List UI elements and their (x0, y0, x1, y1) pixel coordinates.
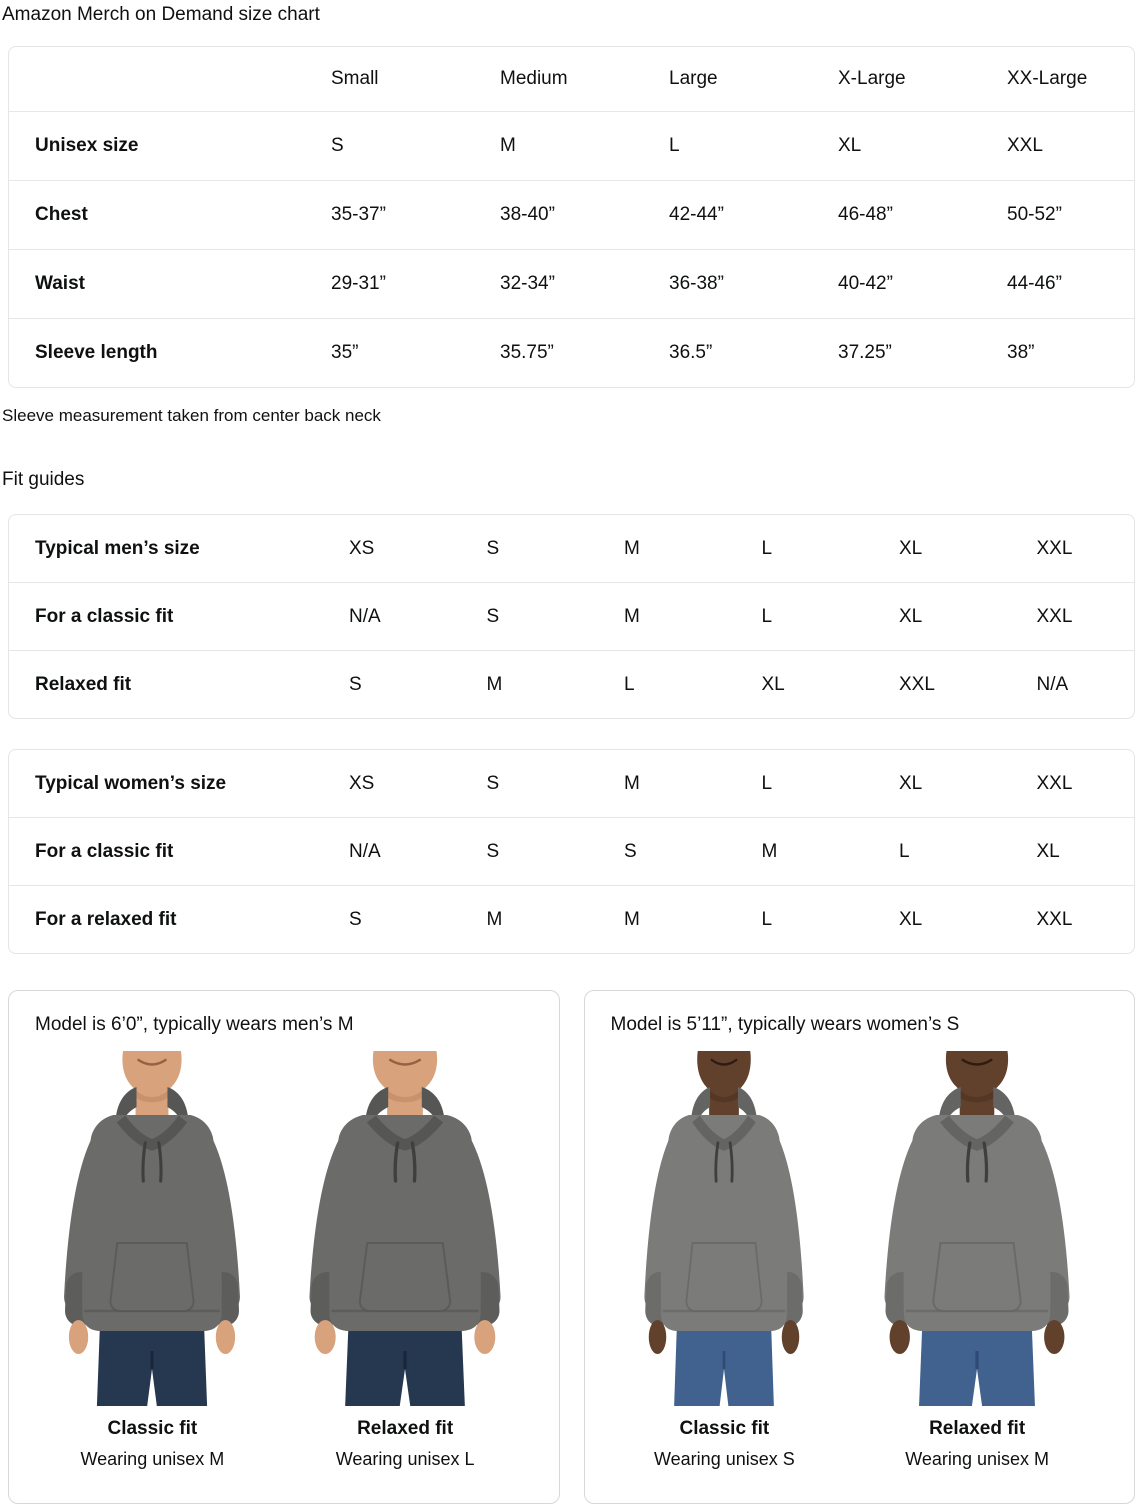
row-label: Waist (35, 273, 85, 294)
table-cell: L (761, 537, 773, 559)
table-cell: 38-40” (500, 204, 555, 225)
page-title: Amazon Merch on Demand size chart (2, 4, 320, 25)
size-chart-table (8, 46, 1135, 388)
wearing-caption: Wearing unisex M (80, 1449, 225, 1469)
table-cell: XXL (1036, 605, 1073, 627)
womens-model-card (584, 990, 1136, 1504)
table-cell: L (761, 908, 773, 930)
hoodie-figure-illustration (279, 1051, 531, 1406)
wearing-caption: Wearing unisex M (905, 1449, 1049, 1469)
row-label: Sleeve length (35, 342, 158, 363)
table-row-womens-relaxed-fit (9, 885, 1134, 953)
table-cell: N/A (349, 840, 381, 862)
table-cell: 35-37” (331, 204, 386, 225)
table-cell: L (761, 772, 773, 794)
fit-guides-title: Fit guides (2, 469, 85, 490)
table-cell: XS (349, 772, 375, 794)
table-cell: L (624, 673, 635, 695)
table-cell: 46-48” (838, 204, 893, 225)
table-cell: M (761, 840, 778, 862)
table-cell: XL (899, 605, 923, 627)
column-header-medium: Medium (500, 68, 568, 89)
model-photo-male-classic (36, 1051, 268, 1470)
table-cell: L (761, 605, 773, 627)
table-cell: M (500, 135, 516, 156)
table-cell: S (486, 772, 500, 794)
table-cell: 50-52” (1007, 204, 1062, 225)
model-photo-female-relaxed (855, 1051, 1099, 1470)
table-cell: 35.75” (500, 342, 554, 363)
table-cell: 36.5” (669, 342, 713, 363)
table-cell: XL (761, 673, 785, 695)
table-cell: M (486, 908, 503, 930)
table-cell: 29-31” (331, 273, 386, 294)
table-cell: XXL (1036, 772, 1073, 794)
table-cell: 35” (331, 342, 359, 363)
card-figures (31, 1051, 537, 1470)
table-cell: S (486, 605, 500, 627)
table-row-sleeve-length (9, 318, 1134, 387)
table-row-typical-womens-size (9, 750, 1134, 817)
table-cell: XXL (899, 673, 935, 695)
table-cell: N/A (349, 605, 381, 627)
table-cell: S (486, 537, 500, 559)
table-row-typical-mens-size (9, 515, 1134, 582)
table-cell: 42-44” (669, 204, 724, 225)
hoodie-figure-illustration (619, 1051, 829, 1406)
womens-fit-table (8, 749, 1135, 954)
table-cell: M (624, 605, 640, 627)
table-cell: L (899, 840, 910, 862)
table-row-waist (9, 249, 1134, 318)
table-cell: M (486, 673, 503, 695)
table-cell: 44-46” (1007, 273, 1062, 294)
table-cell: 38” (1007, 342, 1035, 363)
table-row-womens-classic-fit (9, 817, 1134, 885)
column-header-small: Small (331, 68, 379, 89)
table-cell: XXL (1036, 908, 1073, 930)
table-cell: M (624, 537, 640, 559)
table-cell: XL (1036, 840, 1060, 862)
table-row-unisex-size (9, 111, 1134, 180)
row-label: Typical men’s size (35, 537, 200, 559)
column-header-xx-large: XX-Large (1007, 68, 1088, 89)
table-cell: XXL (1036, 537, 1073, 559)
row-label: Relaxed fit (35, 673, 132, 695)
table-cell: 37.25” (838, 342, 892, 363)
model-photo-male-relaxed (279, 1051, 531, 1470)
row-label: Unisex size (35, 135, 139, 156)
row-label: Typical women’s size (35, 772, 227, 794)
table-cell: S (624, 840, 637, 862)
table-cell: S (349, 673, 362, 695)
table-cell: S (486, 840, 500, 862)
table-cell: L (669, 135, 680, 156)
fit-caption: Classic fit (107, 1418, 198, 1439)
fit-caption: Relaxed fit (357, 1418, 454, 1439)
wearing-caption: Wearing unisex S (654, 1449, 795, 1469)
sleeve-measurement-footnote: Sleeve measurement taken from center back neck (2, 406, 381, 425)
table-cell: XL (899, 772, 923, 794)
row-label: For a relaxed fit (35, 908, 177, 930)
table-cell: N/A (1036, 673, 1069, 695)
table-cell: XL (838, 135, 862, 156)
table-row-mens-relaxed-fit (9, 650, 1134, 718)
table-cell: 40-42” (838, 273, 893, 294)
table-cell: M (624, 908, 640, 930)
table-row-mens-classic-fit (9, 582, 1134, 650)
card-title: Model is 6’0”, typically wears men’s M (35, 1014, 354, 1035)
wearing-caption: Wearing unisex L (335, 1449, 475, 1469)
fit-caption: Classic fit (679, 1418, 770, 1439)
column-header-large: Large (669, 68, 718, 89)
row-label: For a classic fit (35, 840, 174, 862)
model-cards (8, 990, 1135, 1504)
table-cell: S (349, 908, 362, 930)
size-chart-header-row (9, 47, 1134, 111)
model-photo-female-classic (619, 1051, 829, 1470)
hoodie-figure-illustration (855, 1051, 1099, 1406)
mens-fit-table (8, 514, 1135, 719)
table-cell: S (331, 135, 344, 156)
table-cell: XXL (1007, 135, 1043, 156)
table-cell: 36-38” (669, 273, 724, 294)
card-figures (607, 1051, 1113, 1470)
table-cell: 32-34” (500, 273, 555, 294)
table-cell: M (624, 772, 640, 794)
card-title: Model is 5’11”, typically wears women’s S (610, 1014, 960, 1035)
table-cell: XS (349, 537, 375, 559)
table-row-chest (9, 180, 1134, 249)
table-cell: XL (899, 537, 923, 559)
column-header-x-large: X-Large (838, 68, 906, 89)
table-cell: XL (899, 908, 923, 930)
row-label: Chest (35, 204, 88, 225)
fit-caption: Relaxed fit (929, 1418, 1026, 1439)
row-label: For a classic fit (35, 605, 174, 627)
mens-model-card (8, 990, 560, 1504)
hoodie-figure-illustration (36, 1051, 268, 1406)
